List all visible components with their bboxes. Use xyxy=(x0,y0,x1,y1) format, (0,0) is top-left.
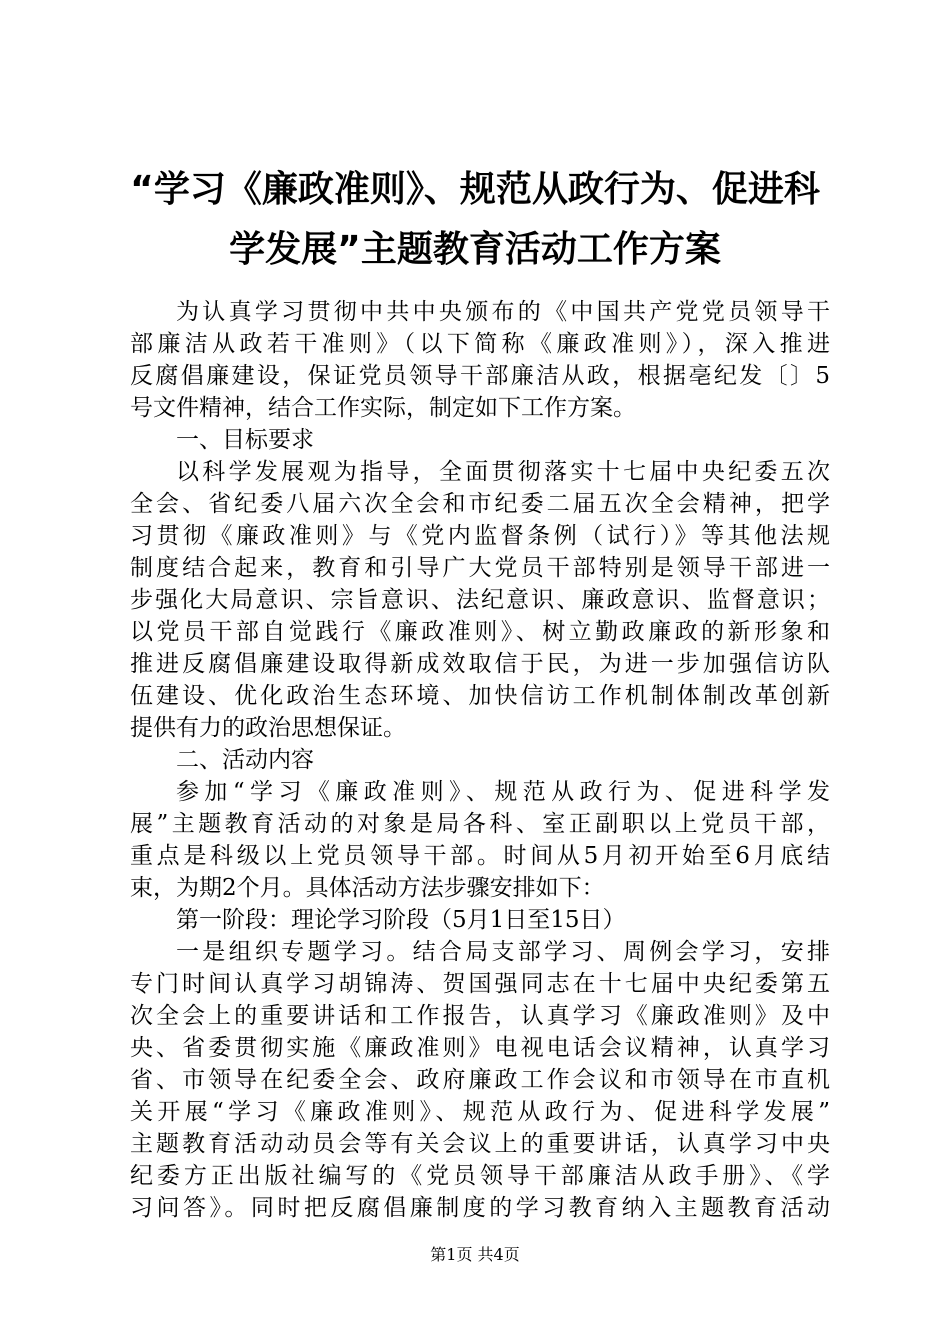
paragraph-line: 制度结合起来，教育和引导广大党员干部特别是领导干部进一 xyxy=(130,555,830,581)
paragraph-line: 步强化大局意识、宗旨意识、法纪意识、廉政意识、监督意识； xyxy=(130,587,830,613)
paragraph-line: 部廉洁从政若干准则》（以下简称《廉政准则》），深入推进 xyxy=(130,331,830,357)
paragraph-line: 次全会上的重要讲话和工作报告，认真学习《廉政准则》及中 xyxy=(130,1003,830,1029)
paragraph-line: 全会、省纪委八届六次全会和市纪委二届五次全会精神，把学 xyxy=(130,491,830,517)
document-body xyxy=(130,296,830,1224)
title-line: 学发展”主题教育活动工作方案 xyxy=(229,229,721,270)
paragraph-line: 反腐倡廉建设，保证党员领导干部廉洁从政，根据亳纪发〔〕5 xyxy=(130,363,830,389)
paragraph-line: 束，为期2个月。具体活动方法步骤安排如下： xyxy=(130,875,605,901)
paragraph-line: 纪委方正出版社编写的《党员领导干部廉洁从政手册》、《学 xyxy=(130,1163,830,1189)
paragraph-line: 展”主题教育活动的对象是局各科、室正副职以上党员干部， xyxy=(130,811,830,837)
paragraph-line: 提供有力的政治思想保证。 xyxy=(130,715,406,741)
paragraph-line: 一是组织专题学习。结合局支部学习、周例会学习，安排 xyxy=(176,939,830,965)
title-line: “学习《廉政准则》、规范从政行为、促进科 xyxy=(130,169,820,210)
paragraph-line: 为认真学习贯彻中共中央颁布的《中国共产党党员领导干 xyxy=(176,299,830,325)
paragraph-line: 习问答》。同时把反腐倡廉制度的学习教育纳入主题教育活动 xyxy=(130,1195,830,1221)
paragraph-line: 习贯彻《廉政准则》与《党内监督条例（试行）》等其他法规 xyxy=(130,523,830,549)
paragraph-line: 以党员干部自觉践行《廉政准则》、树立勤政廉政的新形象和 xyxy=(130,619,830,645)
paragraph-line: 关开展“学习《廉政准则》、规范从政行为、促进科学发展” xyxy=(130,1099,830,1125)
paragraph-line: 一、目标要求 xyxy=(176,427,314,453)
paragraph-line: 第一阶段：理论学习阶段（5月1日至15日） xyxy=(176,907,626,933)
paragraph-line: 号文件精神，结合工作实际，制定如下工作方案。 xyxy=(130,395,636,421)
paragraph-line: 二、活动内容 xyxy=(176,747,314,773)
paragraph-line: 参加“学习《廉政准则》、规范从政行为、促进科学发 xyxy=(176,779,830,805)
paragraph-line: 伍建设、优化政治生态环境、加快信访工作机制体制改革创新 xyxy=(130,683,830,709)
page-footer: 第1页 共4页 xyxy=(430,1245,520,1264)
paragraph-line: 重点是科级以上党员领导干部。时间从5月初开始至6月底结 xyxy=(130,843,830,869)
paragraph-line: 主题教育活动动员会等有关会议上的重要讲话，认真学习中央 xyxy=(130,1131,830,1157)
paragraph-line: 以科学发展观为指导，全面贯彻落实十七届中央纪委五次 xyxy=(176,459,830,485)
document-title xyxy=(120,160,830,280)
paragraph-line: 央、省委贯彻实施《廉政准则》电视电话会议精神，认真学习 xyxy=(130,1035,830,1061)
paragraph-line: 专门时间认真学习胡锦涛、贺国强同志在十七届中央纪委第五 xyxy=(130,971,830,997)
paragraph-line: 推进反腐倡廉建设取得新成效取信于民，为进一步加强信访队 xyxy=(130,651,830,677)
paragraph-line: 省、市领导在纪委全会、政府廉政工作会议和市领导在市直机 xyxy=(130,1067,830,1093)
